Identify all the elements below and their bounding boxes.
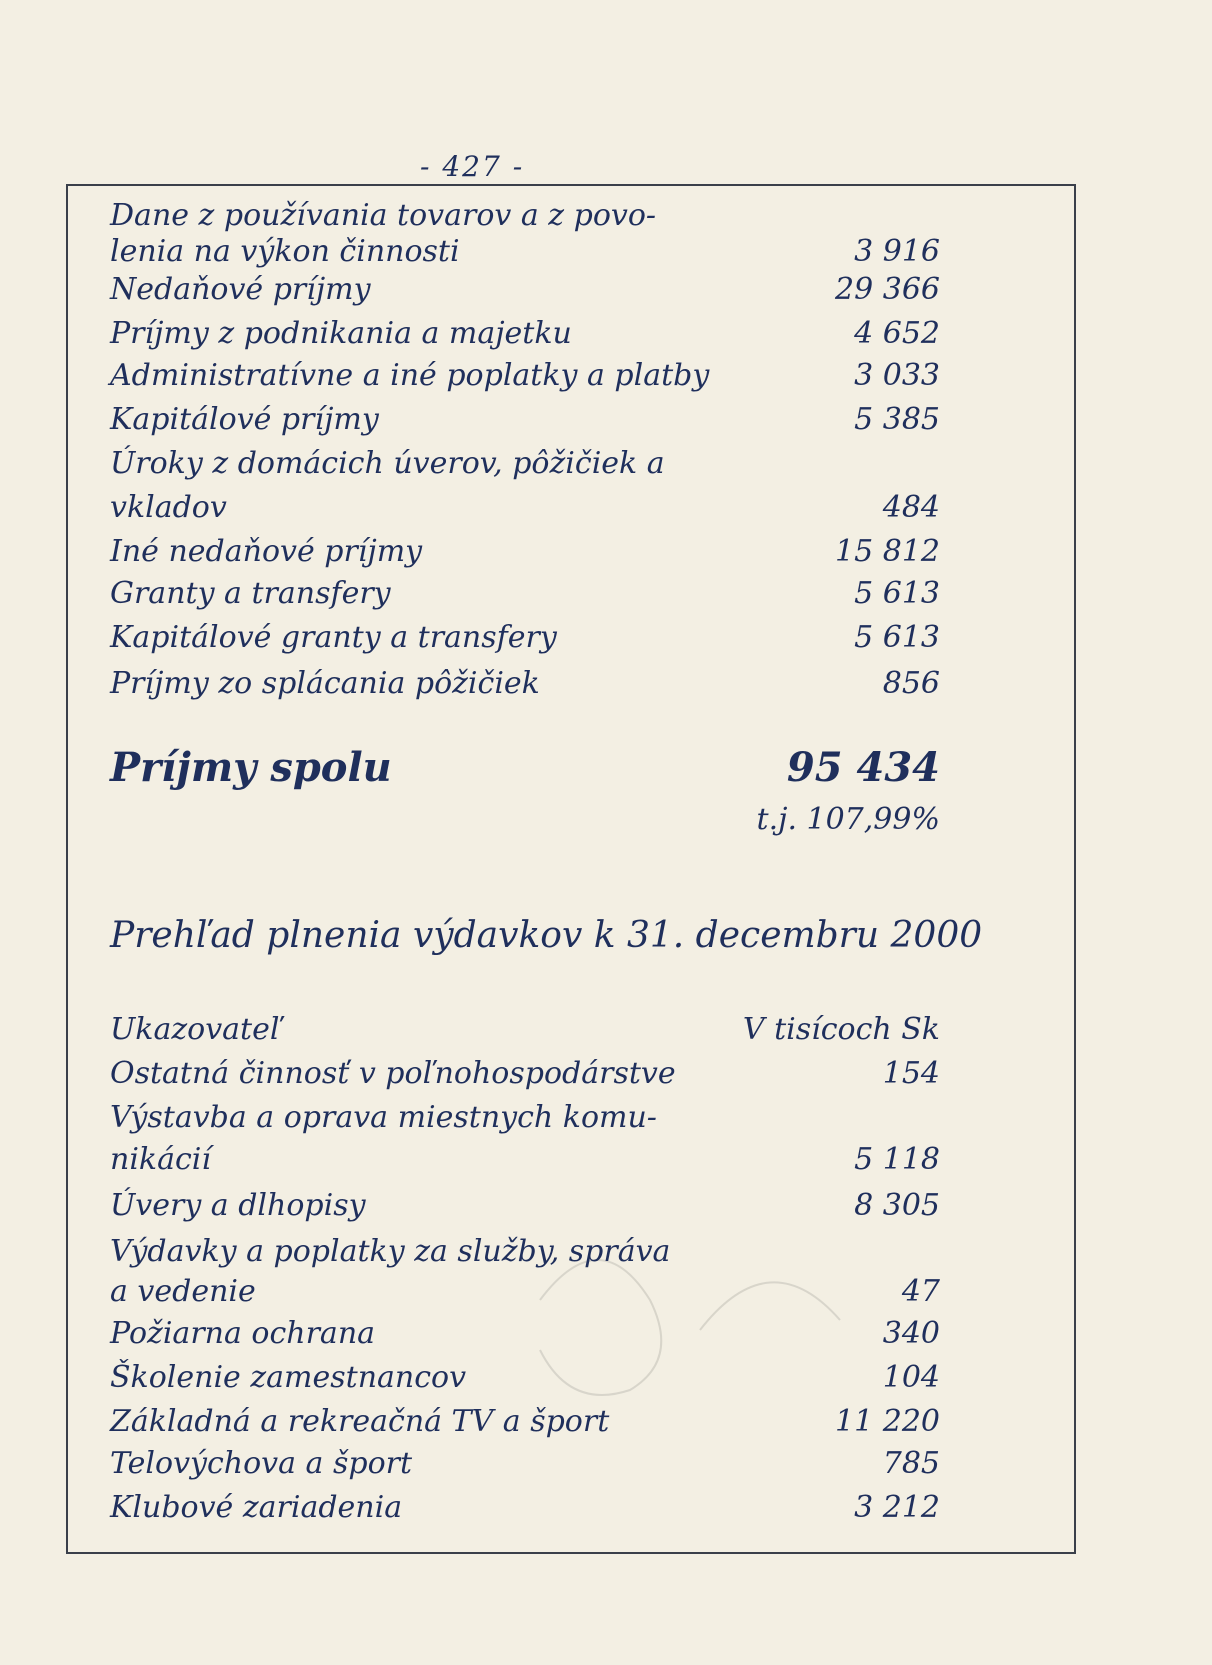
- row-value: 47: [901, 1274, 940, 1309]
- row-label: Ostatná činnosť v poľnohospodárstve: [110, 1056, 676, 1091]
- row-value: 154: [882, 1056, 940, 1091]
- row-label: Kapitálové príjmy: [110, 402, 379, 437]
- total-percentage: t.j. 107,99%: [756, 802, 940, 837]
- indicator-header: Ukazovateľ: [110, 1012, 282, 1047]
- row-label: lenia na výkon činnosti: [110, 234, 460, 269]
- row-value: 340: [882, 1316, 940, 1351]
- row-value: 5 613: [854, 576, 940, 611]
- row-value: 3 033: [854, 358, 940, 393]
- row-label: vkladov: [110, 490, 227, 525]
- row-label: Úroky z domácich úverov, pôžičiek a: [110, 446, 665, 481]
- row-label: Školenie zamestnancov: [110, 1360, 467, 1395]
- row-value: 5 385: [854, 402, 940, 437]
- row-value: 104: [882, 1360, 940, 1395]
- row-value: 5 118: [854, 1142, 940, 1177]
- row-label: Výdavky a poplatky za služby, správa: [110, 1234, 671, 1269]
- row-label: nikácií: [110, 1142, 211, 1177]
- row-value: 484: [882, 490, 940, 525]
- row-label: Telovýchova a šport: [110, 1446, 413, 1481]
- row-value: 15 812: [835, 534, 940, 569]
- row-label: Príjmy z podnikania a majetku: [110, 316, 572, 351]
- row-label: Iné nedaňové príjmy: [110, 534, 423, 569]
- row-label: Nedaňové príjmy: [110, 272, 371, 307]
- row-label: Výstavba a oprava miestnych komu-: [110, 1100, 657, 1135]
- row-value: 3 212: [854, 1490, 940, 1525]
- total-label: Príjmy spolu: [110, 744, 392, 791]
- row-value: 29 366: [835, 272, 940, 307]
- row-value: 785: [882, 1446, 940, 1481]
- row-value: 3 916: [854, 234, 940, 269]
- heading-text: Prehľad plnenia výdavkov k 31. decembru 2000: [110, 915, 983, 956]
- unit-header: V tisícoch Sk: [742, 1012, 940, 1047]
- row-label: Dane z používania tovarov a z povo-: [110, 198, 657, 233]
- row-label: Úvery a dlhopisy: [110, 1188, 366, 1223]
- row-value: 8 305: [854, 1188, 940, 1223]
- row-label: Požiarna ochrana: [110, 1316, 376, 1351]
- row-value: 11 220: [835, 1404, 940, 1439]
- row-value: 5 613: [854, 620, 940, 655]
- row-label: Klubové zariadenia: [110, 1490, 403, 1525]
- row-value: 856: [882, 666, 940, 701]
- row-label: Základná a rekreačná TV a šport: [110, 1404, 610, 1439]
- row-label: a vedenie: [110, 1274, 256, 1309]
- total-value: 95 434: [786, 744, 940, 791]
- row-label: Administratívne a iné poplatky a platby: [110, 358, 710, 393]
- row-label: Príjmy zo splácania pôžičiek: [110, 666, 540, 701]
- row-label: Kapitálové granty a transfery: [110, 620, 557, 655]
- row-label: Granty a transfery: [110, 576, 391, 611]
- row-value: 4 652: [854, 316, 940, 351]
- page-number: - 427 -: [420, 150, 525, 183]
